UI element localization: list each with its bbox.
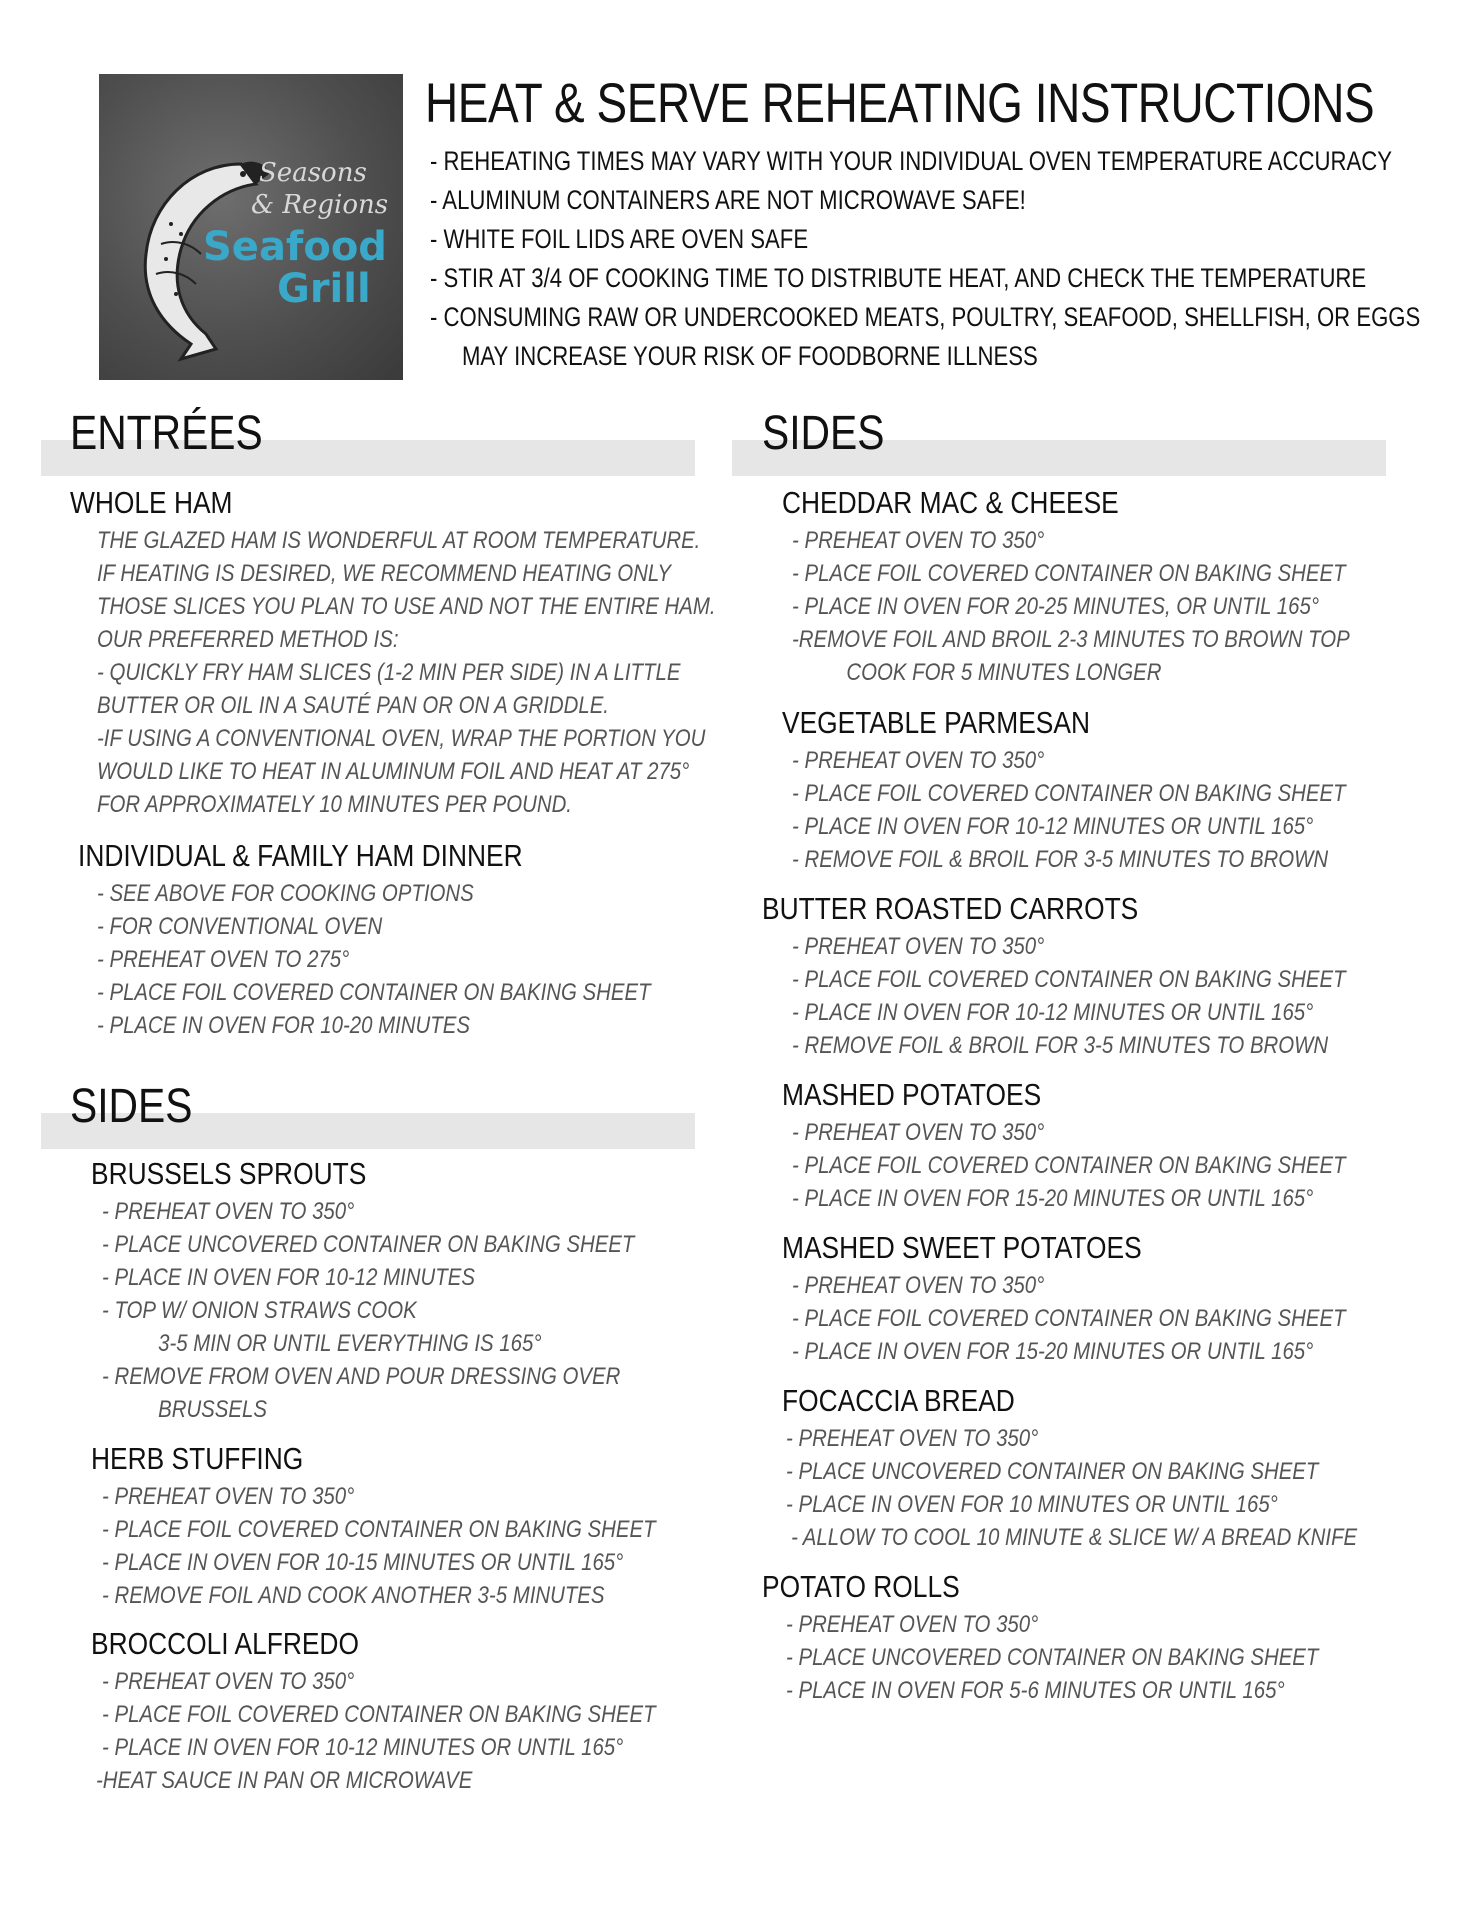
- item-title-mashed-potatoes: MASHED POTATOES: [782, 1077, 1042, 1112]
- restaurant-logo: [99, 74, 403, 380]
- instruction-line: - PLACE FOIL COVERED CONTAINER ON BAKING SHEET: [97, 979, 651, 1006]
- logo-text-seasons: Seasons: [259, 158, 367, 188]
- instruction-line: - PLACE IN OVEN FOR 20-25 MINUTES, OR UNTIL 165°: [792, 593, 1319, 620]
- instruction-line: OUR PREFERRED METHOD IS:: [97, 626, 399, 653]
- instruction-line: - PLACE FOIL COVERED CONTAINER ON BAKING SHEET: [792, 1305, 1346, 1332]
- instruction-line: IF HEATING IS DESIRED, WE RECOMMEND HEATING ONLY: [97, 560, 671, 587]
- note-line: - CONSUMING RAW OR UNDERCOOKED MEATS, POULTRY, SEAFOOD, SHELLFISH, OR EGGS: [430, 302, 1421, 332]
- instruction-line: FOR APPROXIMATELY 10 MINUTES PER POUND.: [97, 791, 572, 818]
- instruction-line: - PLACE FOIL COVERED CONTAINER ON BAKING SHEET: [102, 1701, 656, 1728]
- instruction-line: - PLACE FOIL COVERED CONTAINER ON BAKING SHEET: [792, 1152, 1346, 1179]
- instruction-line: -HEAT SAUCE IN PAN OR MICROWAVE: [96, 1767, 473, 1794]
- instruction-line: - PLACE IN OVEN FOR 10-12 MINUTES OR UNTIL 165°: [792, 813, 1314, 840]
- instruction-line: BUTTER OR OIL IN A SAUTÉ PAN OR ON A GRIDDLE.: [97, 692, 609, 719]
- instruction-line: - PLACE IN OVEN FOR 10-15 MINUTES OR UNTIL 165°: [102, 1549, 624, 1576]
- sides-right-heading: SIDES: [762, 407, 885, 460]
- instruction-line: - SEE ABOVE FOR COOKING OPTIONS: [97, 880, 474, 907]
- instruction-line: - PLACE FOIL COVERED CONTAINER ON BAKING SHEET: [102, 1516, 656, 1543]
- item-title-ham-dinner: INDIVIDUAL & FAMILY HAM DINNER: [78, 838, 523, 873]
- instruction-line: - PLACE FOIL COVERED CONTAINER ON BAKING SHEET: [792, 780, 1346, 807]
- instruction-line: 3-5 MIN OR UNTIL EVERYTHING IS 165°: [158, 1330, 542, 1357]
- note-line: MAY INCREASE YOUR RISK OF FOODBORNE ILLNESS: [449, 341, 1038, 371]
- item-lines-roasted-carrots: [792, 930, 1443, 1062]
- item-lines-ham-dinner: [97, 877, 748, 1042]
- instruction-line: WOULD LIKE TO HEAT IN ALUMINUM FOIL AND HEAT AT 275°: [97, 758, 690, 785]
- instruction-line: - PLACE IN OVEN FOR 10-12 MINUTES: [102, 1264, 475, 1291]
- note-line: - REHEATING TIMES MAY VARY WITH YOUR INDIVIDUAL OVEN TEMPERATURE ACCURACY: [430, 146, 1393, 176]
- instruction-line: - PREHEAT OVEN TO 350°: [786, 1425, 1039, 1452]
- instruction-line: - PLACE IN OVEN FOR 10-20 MINUTES: [97, 1012, 470, 1039]
- instruction-line: - PLACE FOIL COVERED CONTAINER ON BAKING SHEET: [792, 966, 1346, 993]
- item-title-mac-cheese: CHEDDAR MAC & CHEESE: [782, 485, 1119, 520]
- instruction-line: - PREHEAT OVEN TO 350°: [102, 1198, 355, 1225]
- instruction-line: - PLACE UNCOVERED CONTAINER ON BAKING SHEET: [102, 1231, 635, 1258]
- instruction-line: - PREHEAT OVEN TO 350°: [792, 933, 1045, 960]
- instruction-line: -IF USING A CONVENTIONAL OVEN, WRAP THE PORTION YOU: [97, 725, 706, 752]
- instruction-line: -REMOVE FOIL AND BROIL 2-3 MINUTES TO BROWN TOP: [792, 626, 1350, 653]
- instruction-line: - REMOVE FOIL AND COOK ANOTHER 3-5 MINUTES: [102, 1582, 605, 1609]
- item-lines-whole-ham: [97, 524, 825, 821]
- instruction-line: - PLACE IN OVEN FOR 10-12 MINUTES OR UNTIL 165°: [792, 999, 1314, 1026]
- instruction-line: - ALLOW TO COOL 10 MINUTE & SLICE W/ A BREAD KNIFE: [791, 1524, 1358, 1551]
- note-line: - WHITE FOIL LIDS ARE OVEN SAFE: [430, 224, 809, 254]
- item-title-potato-rolls: POTATO ROLLS: [762, 1569, 960, 1604]
- logo-text-grill: Grill: [277, 266, 371, 312]
- instruction-line: - PLACE FOIL COVERED CONTAINER ON BAKING SHEET: [792, 560, 1346, 587]
- instruction-line: - PLACE IN OVEN FOR 15-20 MINUTES OR UNTIL 165°: [792, 1185, 1314, 1212]
- item-lines-vegetable-parmesan: [792, 744, 1443, 876]
- instruction-line: THOSE SLICES YOU PLAN TO USE AND NOT THE ENTIRE HAM.: [97, 593, 716, 620]
- item-title-brussels-sprouts: BRUSSELS SPROUTS: [91, 1156, 367, 1191]
- instruction-line: - PLACE UNCOVERED CONTAINER ON BAKING SHEET: [786, 1644, 1319, 1671]
- item-lines-mashed-potatoes: [792, 1116, 1443, 1215]
- sides-left-heading: SIDES: [70, 1080, 193, 1133]
- instruction-line: THE GLAZED HAM IS WONDERFUL AT ROOM TEMPERATURE.: [97, 527, 701, 554]
- note-line: - STIR AT 3/4 OF COOKING TIME TO DISTRIBUTE HEAT, AND CHECK THE TEMPERATURE: [430, 263, 1367, 293]
- instruction-line: BRUSSELS: [158, 1396, 267, 1423]
- item-lines-brussels-sprouts: [102, 1195, 728, 1426]
- instruction-line: - TOP W/ ONION STRAWS COOK: [102, 1297, 417, 1324]
- item-title-focaccia-bread: FOCACCIA BREAD: [782, 1383, 1015, 1418]
- instruction-line: - PREHEAT OVEN TO 350°: [792, 527, 1045, 554]
- instruction-line: - PREHEAT OVEN TO 350°: [792, 1272, 1045, 1299]
- instruction-line: - PREHEAT OVEN TO 350°: [792, 747, 1045, 774]
- item-lines-broccoli-alfredo: [96, 1665, 753, 1797]
- instruction-line: - PREHEAT OVEN TO 350°: [786, 1611, 1039, 1638]
- item-title-herb-stuffing: HERB STUFFING: [91, 1441, 304, 1476]
- item-lines-herb-stuffing: [102, 1480, 753, 1612]
- instruction-line: - PREHEAT OVEN TO 350°: [792, 1119, 1045, 1146]
- notes-list: [430, 142, 1484, 376]
- instruction-line: - PREHEAT OVEN TO 350°: [102, 1483, 355, 1510]
- instruction-line: - PREHEAT OVEN TO 275°: [97, 946, 350, 973]
- item-title-whole-ham: WHOLE HAM: [70, 485, 233, 520]
- item-title-broccoli-alfredo: BROCCOLI ALFREDO: [91, 1626, 359, 1661]
- entrees-heading: ENTRÉES: [70, 407, 263, 460]
- instruction-line: - REMOVE FOIL & BROIL FOR 3-5 MINUTES TO BROWN: [792, 846, 1329, 873]
- instruction-line: COOK FOR 5 MINUTES LONGER: [846, 659, 1162, 686]
- instruction-line: - PLACE IN OVEN FOR 15-20 MINUTES OR UNTIL 165°: [792, 1338, 1314, 1365]
- item-lines-potato-rolls: [786, 1608, 1412, 1707]
- item-title-roasted-carrots: BUTTER ROASTED CARROTS: [762, 891, 1139, 926]
- item-title-vegetable-parmesan: VEGETABLE PARMESAN: [782, 705, 1090, 740]
- page-title: HEAT & SERVE REHEATING INSTRUCTIONS: [425, 71, 1375, 134]
- item-lines-mac-cheese: [792, 524, 1448, 689]
- instruction-line: - PLACE IN OVEN FOR 10-12 MINUTES OR UNTIL 165°: [102, 1734, 624, 1761]
- instruction-line: - PREHEAT OVEN TO 350°: [102, 1668, 355, 1695]
- instruction-line: - FOR CONVENTIONAL OVEN: [97, 913, 383, 940]
- instruction-line: - QUICKLY FRY HAM SLICES (1-2 MIN PER SIDE) IN A LITTLE: [97, 659, 681, 686]
- instruction-line: - REMOVE FROM OVEN AND POUR DRESSING OVER: [102, 1363, 621, 1390]
- logo-text-seafood: Seafood: [203, 224, 387, 270]
- instruction-line: - REMOVE FOIL & BROIL FOR 3-5 MINUTES TO BROWN: [792, 1032, 1329, 1059]
- item-title-mashed-sweet-potatoes: MASHED SWEET POTATOES: [782, 1230, 1142, 1265]
- item-lines-focaccia-bread: [786, 1422, 1458, 1554]
- instruction-line: - PLACE UNCOVERED CONTAINER ON BAKING SHEET: [786, 1458, 1319, 1485]
- logo-text-regions: & Regions: [251, 190, 389, 220]
- note-line: - ALUMINUM CONTAINERS ARE NOT MICROWAVE SAFE!: [430, 185, 1026, 215]
- instruction-line: - PLACE IN OVEN FOR 5-6 MINUTES OR UNTIL 165°: [786, 1677, 1285, 1704]
- item-lines-mashed-sweet-potatoes: [792, 1269, 1443, 1368]
- instruction-line: - PLACE IN OVEN FOR 10 MINUTES OR UNTIL 165°: [786, 1491, 1278, 1518]
